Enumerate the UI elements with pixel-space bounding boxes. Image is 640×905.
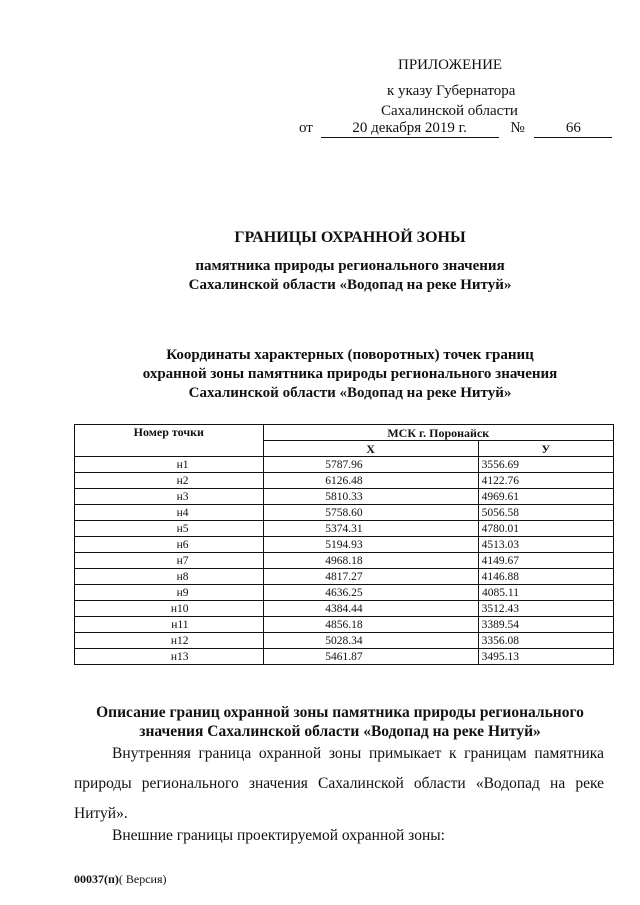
cell-y: 4122.76 (478, 473, 613, 489)
cell-y: 4969.61 (478, 489, 613, 505)
coords-heading-line-2: охранной зоны памятника природы регионального значения (142, 366, 558, 382)
cell-x: 5810.33 (263, 489, 478, 505)
description-paragraph-2: Внешние границы проектируемой охранной зоны: (112, 827, 445, 844)
cell-point: н10 (75, 601, 264, 617)
description-heading (60, 703, 620, 741)
cell-x: 4636.25 (263, 585, 478, 601)
cell-x: 4856.18 (263, 617, 478, 633)
cell-x: 5461.87 (263, 649, 478, 665)
subtitle-line-1: памятника природы регионального значения (195, 258, 505, 274)
coords-heading (0, 346, 640, 403)
coords-heading-line-3: Сахалинской области «Водопад на реке Нитуй» (188, 385, 512, 401)
description-heading-line-1: Описание границ охранной зоны памятника природы регионального (96, 704, 584, 721)
page-subtitle (0, 257, 640, 295)
doc-version: ( Версия) (118, 872, 167, 886)
table-row (75, 521, 614, 537)
table-row (75, 601, 614, 617)
cell-y: 4513.03 (478, 537, 613, 553)
cell-point: н2 (75, 473, 264, 489)
cell-y: 4780.01 (478, 521, 613, 537)
cell-y: 3389.54 (478, 617, 613, 633)
table-row (75, 537, 614, 553)
cell-y: 4146.88 (478, 569, 613, 585)
header-system: МСК г. Поронайск (263, 425, 613, 441)
table-row (75, 649, 614, 665)
decree-date-line (299, 118, 612, 138)
cell-y: 3512.43 (478, 601, 613, 617)
cell-x: 5028.34 (263, 633, 478, 649)
cell-point: н13 (75, 649, 264, 665)
header-y: У (478, 441, 613, 457)
cell-y: 4149.67 (478, 553, 613, 569)
cell-y: 3356.08 (478, 633, 613, 649)
cell-point: н3 (75, 489, 264, 505)
cell-point: н4 (75, 505, 264, 521)
cell-point: н6 (75, 537, 264, 553)
coords-heading-line-1: Координаты характерных (поворотных) точек границ (166, 347, 534, 363)
cell-point: н11 (75, 617, 264, 633)
cell-point: н7 (75, 553, 264, 569)
cell-x: 5787.96 (263, 457, 478, 473)
table-row (75, 569, 614, 585)
subtitle-line-2: Сахалинской области «Водопад на реке Нитуй» (188, 277, 512, 293)
table-row (75, 473, 614, 489)
cell-x: 4817.27 (263, 569, 478, 585)
cell-point: н8 (75, 569, 264, 585)
cell-x: 4384.44 (263, 601, 478, 617)
page-title: ГРАНИЦЫ ОХРАННОЙ ЗОНЫ (234, 229, 466, 246)
cell-point: н12 (75, 633, 264, 649)
table-row (75, 585, 614, 601)
cell-x: 5374.31 (263, 521, 478, 537)
description-paragraph-1: Внутренняя граница охранной зоны примыкает к границам памятника природы регионального значения Сахалинской области «Водопад на реке Нитуй». (74, 745, 604, 822)
table-row (75, 489, 614, 505)
description-heading-line-2: значения Сахалинской области «Водопад на реке Нитуй» (139, 723, 541, 740)
table-row (75, 553, 614, 569)
cell-point: н9 (75, 585, 264, 601)
cell-x: 4968.18 (263, 553, 478, 569)
cell-y: 3556.69 (478, 457, 613, 473)
table-row (75, 505, 614, 521)
cell-point: н5 (75, 521, 264, 537)
decree-line-1: к указу Губернатора (387, 83, 516, 99)
cell-y: 3495.13 (478, 649, 613, 665)
cell-y: 4085.11 (478, 585, 613, 601)
coordinates-table (74, 424, 614, 665)
decree-line-2: Сахалинской области (381, 103, 518, 119)
decree-number: 66 (534, 120, 612, 138)
header-point: Номер точки (75, 425, 264, 457)
number-label: № (510, 120, 525, 136)
cell-x: 5758.60 (263, 505, 478, 521)
doc-code: 00037(п) (74, 872, 119, 886)
table-row (75, 457, 614, 473)
decree-date: 20 декабря 2019 г. (321, 120, 499, 138)
table-row (75, 617, 614, 633)
from-label: от (299, 120, 313, 136)
cell-point: н1 (75, 457, 264, 473)
table-row (75, 633, 614, 649)
footer-code (74, 872, 167, 887)
cell-x: 6126.48 (263, 473, 478, 489)
appendix-label: ПРИЛОЖЕНИЕ (398, 57, 503, 73)
cell-x: 5194.93 (263, 537, 478, 553)
cell-y: 5056.58 (478, 505, 613, 521)
header-x: Х (263, 441, 478, 457)
